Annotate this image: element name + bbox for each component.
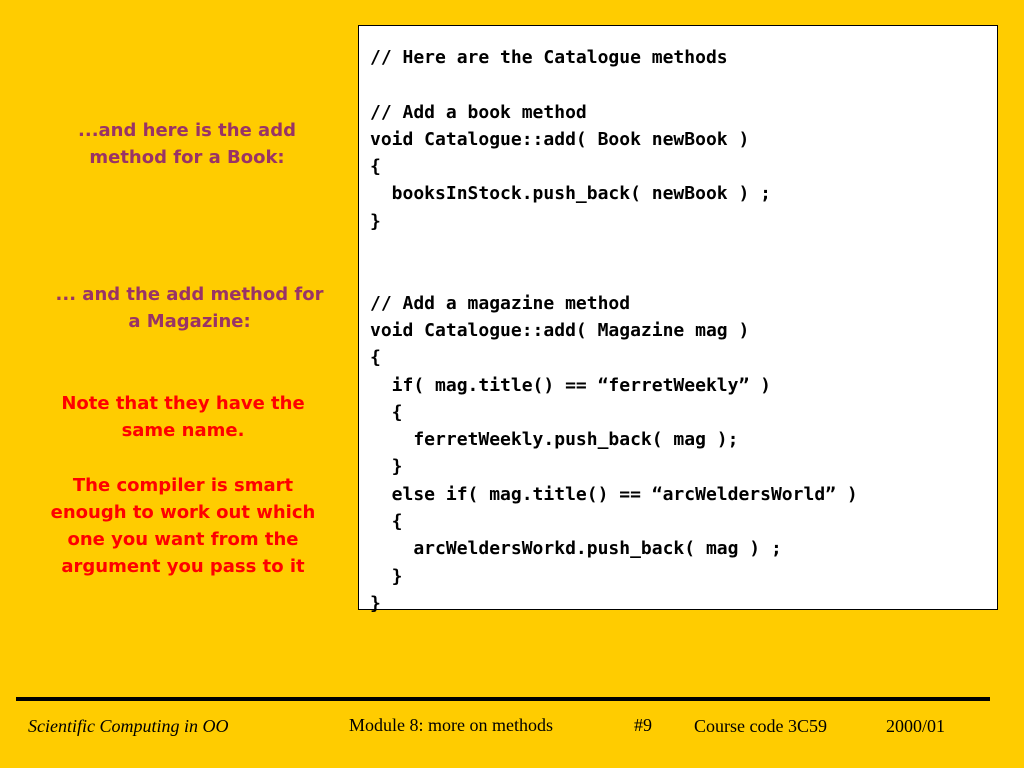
- code-line: arcWeldersWorkd.push_back( mag ) ;: [370, 538, 782, 560]
- footer-course-title: Scientific Computing in OO: [28, 716, 229, 736]
- footer-divider: [16, 697, 990, 701]
- code-line: [370, 71, 858, 98]
- code-line: }: [370, 210, 381, 232]
- code-line: booksInStock.push_back( newBook ) ;: [370, 183, 771, 205]
- code-line: void Catalogue::add( Book newBook ): [370, 128, 750, 150]
- code-line: {: [370, 511, 403, 533]
- note-magazine-method: ... and the add method for a Magazine:: [55, 284, 324, 332]
- code-line: [370, 235, 858, 262]
- note-book-method: ...and here is the add method for a Book:: [78, 120, 296, 168]
- code-line: }: [370, 565, 403, 587]
- code-listing: [370, 44, 858, 617]
- code-line: [370, 262, 858, 289]
- code-line: void Catalogue::add( Magazine mag ): [370, 319, 750, 341]
- code-listing-box: [358, 25, 998, 614]
- note-compiler: The compiler is smart enough to work out which one you want from the argument you pass to it: [50, 475, 316, 577]
- code-line: {: [370, 347, 381, 369]
- footer-slide-number: #9: [634, 715, 652, 735]
- code-line: }: [370, 456, 403, 478]
- code-line: ferretWeekly.push_back( mag );: [370, 429, 739, 451]
- code-line: }: [370, 592, 381, 614]
- code-line: {: [370, 401, 403, 423]
- code-line: {: [370, 156, 381, 178]
- code-line: // Here are the Catalogue methods: [370, 47, 728, 68]
- code-line: // Add a magazine method: [370, 292, 631, 314]
- code-line: // Add a book method: [370, 101, 587, 123]
- code-line: if( mag.title() == “ferretWeekly” ): [370, 374, 771, 396]
- note-same-name: Note that they have the same name.: [61, 393, 305, 441]
- footer-course-code: Course code 3C59: [694, 716, 827, 736]
- code-line: else if( mag.title() == “arcWeldersWorld” ): [370, 483, 858, 505]
- footer-module: Module 8: more on methods: [349, 715, 553, 735]
- footer-year: 2000/01: [886, 716, 946, 736]
